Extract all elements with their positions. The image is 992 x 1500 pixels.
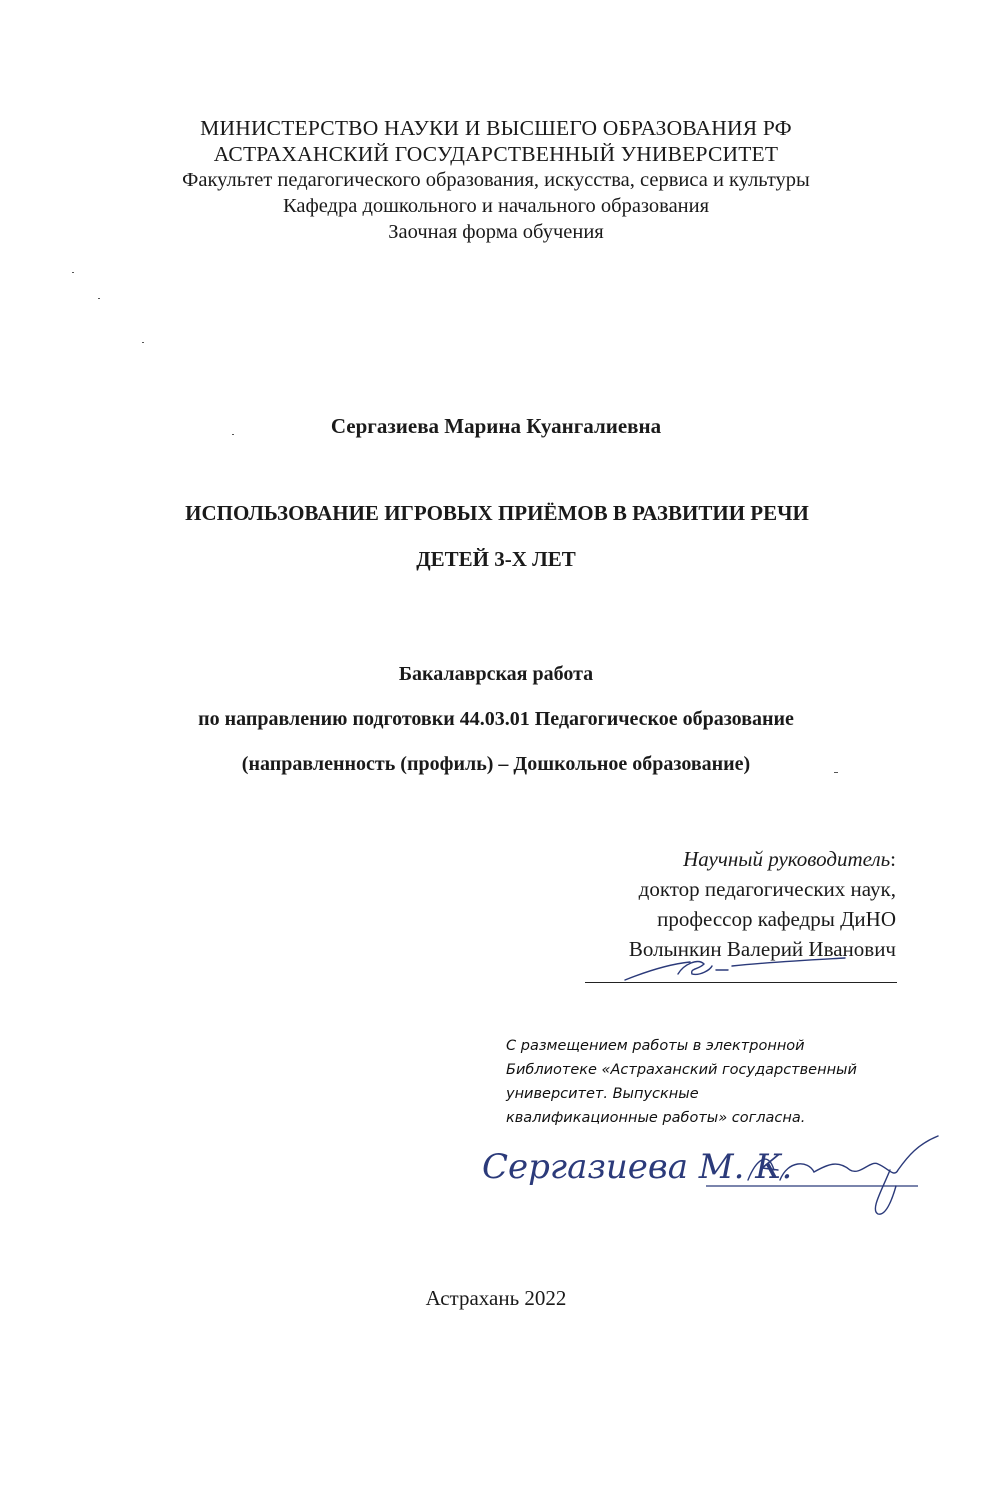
institution-header <box>0 115 992 245</box>
supervisor-block <box>629 844 896 964</box>
work-profile: (направленность (профиль) – Дошкольное образование) <box>241 753 751 775</box>
consent-line-3: университет. Выпускные <box>506 1086 699 1102</box>
consent-line-2: Библиотеке «Астраханский государственный <box>506 1062 857 1078</box>
consent-line-4: квалификационные работы» согласна. <box>506 1110 806 1126</box>
city-year: Астрахань 2022 <box>425 1286 567 1310</box>
work-type: Бакалаврская работа <box>398 663 594 685</box>
student-signature-text: Сергазиева М. К. <box>482 1147 793 1187</box>
study-form: Заочная форма обучения <box>388 221 604 243</box>
thesis-title-line-1: ИСПОЛЬЗОВАНИЕ ИГРОВЫХ ПРИЁМОВ В РАЗВИТИИ РЕЧИ <box>185 501 809 525</box>
supervisor-signature-line <box>585 982 897 983</box>
work-description <box>0 652 992 787</box>
supervisor-signature <box>620 948 850 984</box>
work-direction: по направлению подготовки 44.03.01 Педагогическое образование <box>198 708 794 730</box>
supervisor-position: профессор кафедры ДиНО <box>657 907 896 931</box>
scan-speck <box>142 342 144 343</box>
supervisor-name: Волынкин Валерий Иванович <box>628 937 896 961</box>
supervisor-degree: доктор педагогических наук, <box>638 877 896 901</box>
university-name: АСТРАХАНСКИЙ ГОСУДАРСТВЕННЫЙ УНИВЕРСИТЕТ <box>213 142 779 166</box>
thesis-title <box>0 490 992 582</box>
department-name: Кафедра дошкольного и начального образования <box>282 195 710 217</box>
scan-speck <box>72 272 74 273</box>
supervisor-role <box>629 844 896 874</box>
thesis-title-line-2: ДЕТЕЙ 3-Х ЛЕТ <box>416 547 576 571</box>
scan-speck <box>98 298 100 299</box>
student-signature <box>478 1130 948 1220</box>
library-consent <box>506 1034 926 1130</box>
supervisor-role-colon: : <box>890 847 896 871</box>
ministry-name: МИНИСТЕРСТВО НАУКИ И ВЫСШЕГО ОБРАЗОВАНИЯ РФ <box>200 116 792 140</box>
faculty-name: Факультет педагогического образования, искусства, сервиса и культуры <box>182 169 810 191</box>
author-name: Сергазиева Марина Куангалиевна <box>330 414 662 438</box>
consent-line-1: С размещением работы в электронной <box>506 1038 805 1054</box>
supervisor-role-label: Научный руководитель <box>683 847 891 871</box>
